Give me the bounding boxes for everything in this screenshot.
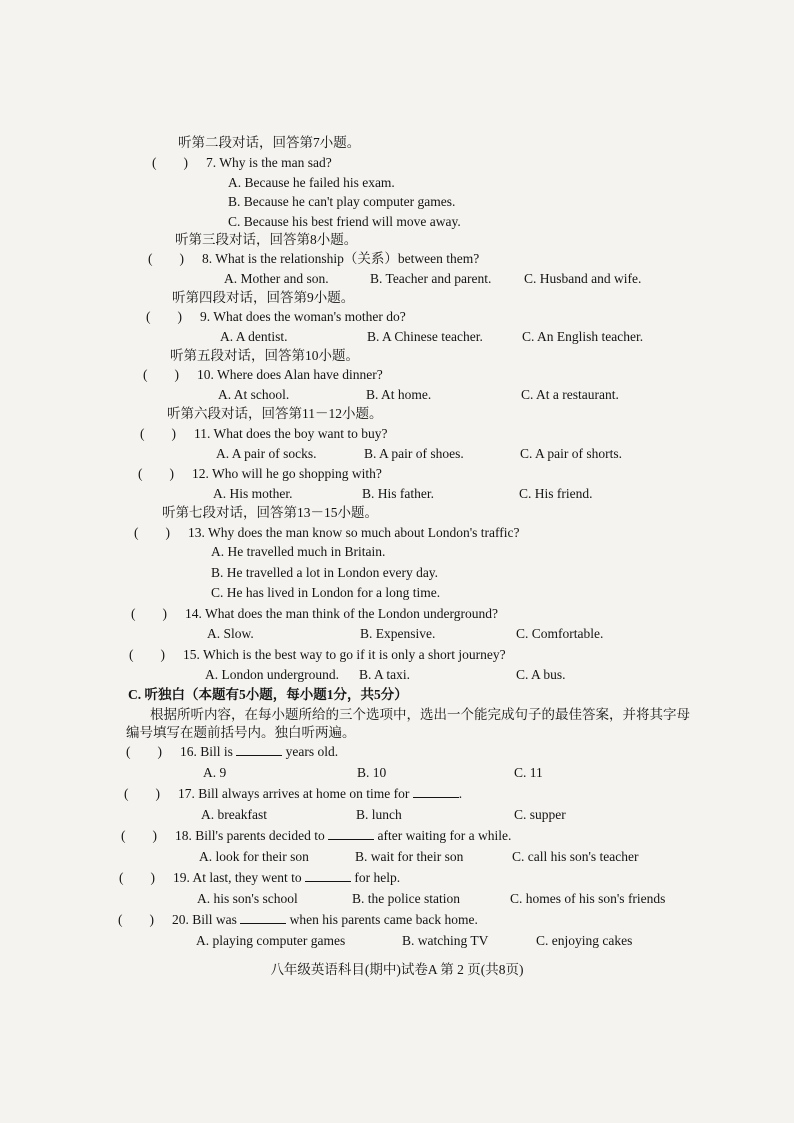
section-heading: 听第五段对话，回答第10小题。 <box>170 348 359 363</box>
fill-blank[interactable] <box>328 827 374 840</box>
option-b: B. A Chinese teacher. <box>367 329 483 344</box>
option-c: C. supper <box>514 807 566 822</box>
option-a: A. 9 <box>203 765 227 780</box>
question-17: ( ) 17. Bill always arrives at home on time for . <box>124 786 463 801</box>
option-b: B. A pair of shoes. <box>364 446 464 461</box>
option-b: B. His father. <box>362 486 434 501</box>
option-c: C. Because his best friend will move away. <box>228 214 461 229</box>
option-a: A. breakfast <box>201 807 267 822</box>
option-b: B. Expensive. <box>360 626 436 641</box>
option-b: B. A taxi. <box>359 667 411 682</box>
option-c: C. enjoying cakes <box>536 933 633 948</box>
option-b: B. watching TV <box>402 933 489 948</box>
option-a: A. Slow. <box>207 626 254 641</box>
section-heading: 听第三段对话，回答第8小题。 <box>175 232 358 247</box>
part-c-instruction: 根据所听内容，在每小题所给的三个选项中，选出一个能完成句子的最佳答案，并将其字母 <box>150 707 690 722</box>
question-7: ( ) 7. Why is the man sad? <box>152 155 332 170</box>
option-b: B. At home. <box>366 387 432 402</box>
question-14: ( ) 14. What does the man think of the London underground? <box>131 606 498 621</box>
question-18: ( ) 18. Bill's parents decided to after waiting for a while. <box>121 828 512 843</box>
option-a: A. playing computer games <box>196 933 346 948</box>
answer-bracket[interactable]: ( ) <box>152 155 188 170</box>
answer-bracket[interactable]: ( ) <box>148 251 184 266</box>
option-c: C. An English teacher. <box>522 329 644 344</box>
option-b: B. wait for their son <box>355 849 464 864</box>
option-a: A. His mother. <box>213 486 293 501</box>
option-a: A. At school. <box>218 387 290 402</box>
answer-bracket[interactable]: ( ) <box>126 744 162 759</box>
option-a: A. A dentist. <box>220 329 288 344</box>
answer-bracket[interactable]: ( ) <box>146 309 182 324</box>
answer-bracket[interactable]: ( ) <box>140 426 176 441</box>
fill-blank[interactable] <box>240 911 286 924</box>
option-c: C. Husband and wife. <box>524 271 642 286</box>
option-b: B. Teacher and parent. <box>370 271 492 286</box>
answer-bracket[interactable]: ( ) <box>143 367 179 382</box>
option-a: A. Because he failed his exam. <box>228 175 395 190</box>
question-20: ( ) 20. Bill was when his parents came back home. <box>118 912 478 927</box>
answer-bracket[interactable]: ( ) <box>134 525 170 540</box>
option-c: C. homes of his son's friends <box>510 891 666 906</box>
option-b: B. lunch <box>356 807 402 822</box>
question-8: ( ) 8. What is the relationship（关系）between them? <box>148 251 480 266</box>
option-b: B. He travelled a lot in London every day. <box>211 565 439 580</box>
option-c: C. call his son's teacher <box>512 849 639 864</box>
answer-bracket[interactable]: ( ) <box>121 828 157 843</box>
section-heading: 听第六段对话，回答第11－12小题。 <box>167 406 383 421</box>
option-c: C. A bus. <box>516 667 566 682</box>
question-10: ( ) 10. Where does Alan have dinner? <box>143 367 383 382</box>
answer-bracket[interactable]: ( ) <box>138 466 174 481</box>
option-a: A. his son's school <box>197 891 298 906</box>
fill-blank[interactable] <box>236 743 282 756</box>
option-b: B. the police station <box>352 891 460 906</box>
section-heading: 听第七段对话，回答第13－15小题。 <box>162 505 378 520</box>
section-heading: 听第二段对话，回答第7小题。 <box>178 135 361 150</box>
part-c-heading: C. 听独白（本题有5小题，每小题1分，共5分） <box>128 687 408 702</box>
option-c: C. 11 <box>514 765 543 780</box>
option-a: A. A pair of socks. <box>216 446 317 461</box>
option-c: C. A pair of shorts. <box>520 446 623 461</box>
answer-bracket[interactable]: ( ) <box>131 606 167 621</box>
question-11: ( ) 11. What does the boy want to buy? <box>140 426 388 441</box>
option-c: C. At a restaurant. <box>521 387 619 402</box>
option-a: A. London underground. <box>205 667 339 682</box>
question-16: ( ) 16. Bill is years old. <box>126 744 339 759</box>
part-c-instruction: 编号填写在题前括号内。独白听两遍。 <box>126 725 356 740</box>
option-c: C. His friend. <box>519 486 593 501</box>
question-15: ( ) 15. Which is the best way to go if it is only a short journey? <box>129 647 506 662</box>
answer-bracket[interactable]: ( ) <box>118 912 154 927</box>
question-13: ( ) 13. Why does the man know so much about London's traffic? <box>134 525 520 540</box>
option-b: B. Because he can't play computer games. <box>228 194 456 209</box>
option-a: A. look for their son <box>199 849 309 864</box>
option-c: C. He has lived in London for a long time. <box>211 585 441 600</box>
option-a: A. He travelled much in Britain. <box>211 544 386 559</box>
option-a: A. Mother and son. <box>224 271 329 286</box>
answer-bracket[interactable]: ( ) <box>119 870 155 885</box>
question-19: ( ) 19. At last, they went to for help. <box>119 870 401 885</box>
answer-bracket[interactable]: ( ) <box>124 786 160 801</box>
answer-bracket[interactable]: ( ) <box>129 647 165 662</box>
option-c: C. Comfortable. <box>516 626 604 641</box>
fill-blank[interactable] <box>305 869 351 882</box>
option-b: B. 10 <box>357 765 387 780</box>
page-footer: 八年级英语科目(期中)试卷A 第 2 页(共8页) <box>270 962 524 977</box>
section-heading: 听第四段对话，回答第9小题。 <box>172 290 355 305</box>
question-12: ( ) 12. Who will he go shopping with? <box>138 466 382 481</box>
fill-blank[interactable] <box>413 785 459 798</box>
question-9: ( ) 9. What does the woman's mother do? <box>146 309 406 324</box>
